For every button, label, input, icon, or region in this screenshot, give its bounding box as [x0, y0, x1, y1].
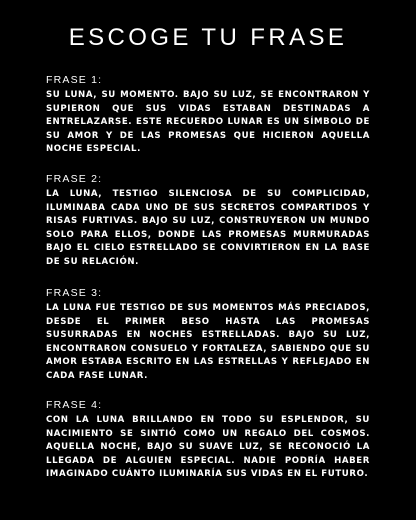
phrase-text: LA LUNA FUE TESTIGO DE SUS MOMENTOS MÁS PRECIADOS, DESDE EL PRIMER BESO HASTA LAS PROMESAS SUSURRADAS EN NOCHES ESTRELLADAS. BAJO SU LUZ, ENCONTRARON CONSUELO Y FORTALEZA, SABIENDO QUE SU AMOR ESTABA ESCRITO EN LAS ESTRELLAS Y REFLEJADO EN CADA FASE LUNAR.	[46, 303, 370, 381]
page-title: ESCOGE TU FRASE	[68, 24, 348, 51]
phrase-option-4	[46, 398, 370, 482]
phrase-label: FRASE 1:	[46, 74, 103, 86]
phrase-option-3	[46, 286, 370, 383]
phrase-label: FRASE 2:	[46, 173, 103, 185]
phrase-label: FRASE 4:	[46, 399, 103, 411]
phrase-option-1	[46, 73, 370, 157]
phrase-text: CON LA LUNA BRILLANDO EN TODO SU ESPLENDOR, SU NACIMIENTO SE SINTIÓ COMO UN REGALO DEL COSMOS. AQUELLA NOCHE, BAJO SU SUAVE LUZ, SE RECONOCIÓ LA LLEGADA DE ALGUIEN ESPECIAL. NADIE PODRÍA HABER IMAGINADO CUÁNTO ILUMINARÍA SUS VIDAS EN EL FUTURO.	[46, 415, 370, 479]
phrase-label: FRASE 3:	[46, 287, 103, 299]
phrase-option-2	[46, 172, 370, 269]
phrase-text: LA LUNA, TESTIGO SILENCIOSA DE SU COMPLICIDAD, ILUMINABA CADA UNO DE SUS SECRETOS COMPARTIDOS Y RISAS FURTIVAS. BAJO SU LUZ, CONSTRUYERON UN MUNDO SOLO PARA ELLOS, DONDE LAS PROMESAS MURMURADAS BAJO EL CIELO ESTRELLADO SE CONVIRTIERON EN LA BASE DE SU RELACIÓN.	[46, 189, 370, 267]
phrase-text: SU LUNA, SU MOMENTO. BAJO SU LUZ, SE ENCONTRARON Y SUPIERON QUE SUS VIDAS ESTABAN DESTINADAS A ENTRELAZARSE. ESTE RECUERDO LUNAR ES UN SÍMBOLO DE SU AMOR Y DE LAS PROMESAS QUE HICIERON AQUELLA NOCHE ESPECIAL.	[46, 90, 370, 154]
